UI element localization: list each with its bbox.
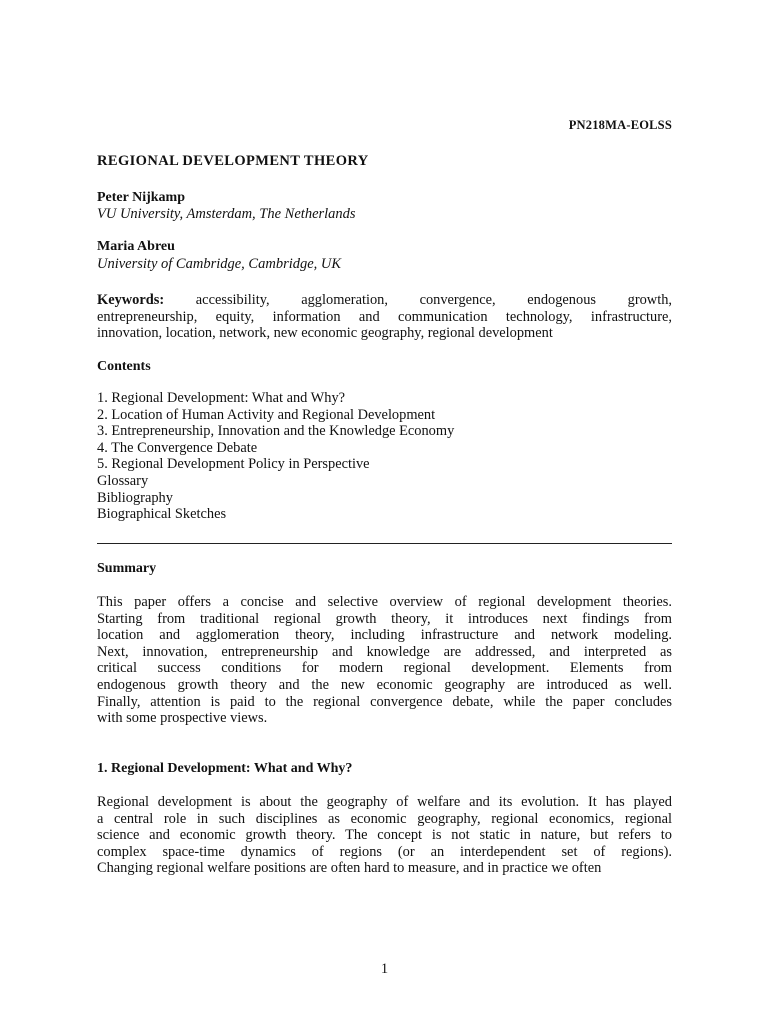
summary-line: location and agglomeration theory, including infrastructure and network modeling. <box>97 627 672 644</box>
section-divider <box>97 543 672 544</box>
section-1-line: Changing regional welfare positions are often hard to measure, and in practice we often <box>97 860 602 877</box>
document-title: REGIONAL DEVELOPMENT THEORY <box>97 153 369 169</box>
summary-line: with some prospective views. <box>97 710 268 727</box>
summary-line: Finally, attention is paid to the regional convergence debate, while the paper concludes <box>97 693 672 710</box>
section-1-line: science and economic growth theory. The concept is not static in nature, but refers to <box>97 827 672 844</box>
contents-heading: Contents <box>97 359 151 374</box>
summary-paragraph <box>97 594 672 727</box>
summary-line: Next, innovation, entrepreneurship and knowledge are addressed, and interpreted as <box>97 643 672 660</box>
author-affiliation-1: VU University, Amsterdam, The Netherlands <box>97 206 356 222</box>
section-1-paragraph <box>97 794 672 877</box>
contents-item: 3. Entrepreneurship, Innovation and the Knowledge Economy <box>97 423 455 440</box>
keywords-line-3: innovation, location, network, new economic geography, regional development <box>97 325 553 342</box>
section-1-line: Regional development is about the geography of welfare and its evolution. It has played <box>97 794 672 810</box>
contents-item: 4. The Convergence Debate <box>97 439 258 456</box>
contents-list <box>97 390 454 523</box>
section-1-line: a central role in such disciplines as economic geography, regional economics, regional <box>97 810 672 827</box>
contents-item: Bibliography <box>97 489 173 506</box>
section-1-line: complex space-time dynamics of regions (or an interdependent set of regions). <box>97 843 672 860</box>
contents-item: 2. Location of Human Activity and Regional Development <box>97 406 436 423</box>
keywords-line-1: Keywords: accessibility, agglomeration, convergence, endogenous growth, <box>97 292 672 308</box>
contents-item: Glossary <box>97 472 149 489</box>
page-number: 1 <box>380 961 389 977</box>
author-name-1: Peter Nijkamp <box>97 190 185 205</box>
keywords-line-2: entrepreneurship, equity, information and communication technology, infrastructure, <box>97 308 672 325</box>
author-affiliation-2: University of Cambridge, Cambridge, UK <box>97 256 342 272</box>
contents-item: Biographical Sketches <box>97 506 227 523</box>
summary-line: endogenous growth theory and the new economic geography are introduced as well. <box>97 676 672 693</box>
document-code: PN218MA-EOLSS <box>568 118 672 132</box>
keywords-block <box>97 292 672 342</box>
summary-line: Starting from traditional regional growth theory, it introduces next findings from <box>97 610 672 627</box>
summary-line: This paper offers a concise and selective overview of regional development theories. <box>97 594 672 610</box>
contents-item: 1. Regional Development: What and Why? <box>97 390 346 406</box>
document-page <box>97 0 672 1024</box>
summary-line: critical success conditions for modern regional development. Elements from <box>97 660 672 677</box>
section-1-heading: 1. Regional Development: What and Why? <box>97 761 353 776</box>
author-name-2: Maria Abreu <box>97 239 175 254</box>
summary-heading: Summary <box>97 561 157 576</box>
contents-item: 5. Regional Development Policy in Perspective <box>97 456 370 473</box>
keywords-label: Keywords: <box>97 292 165 308</box>
